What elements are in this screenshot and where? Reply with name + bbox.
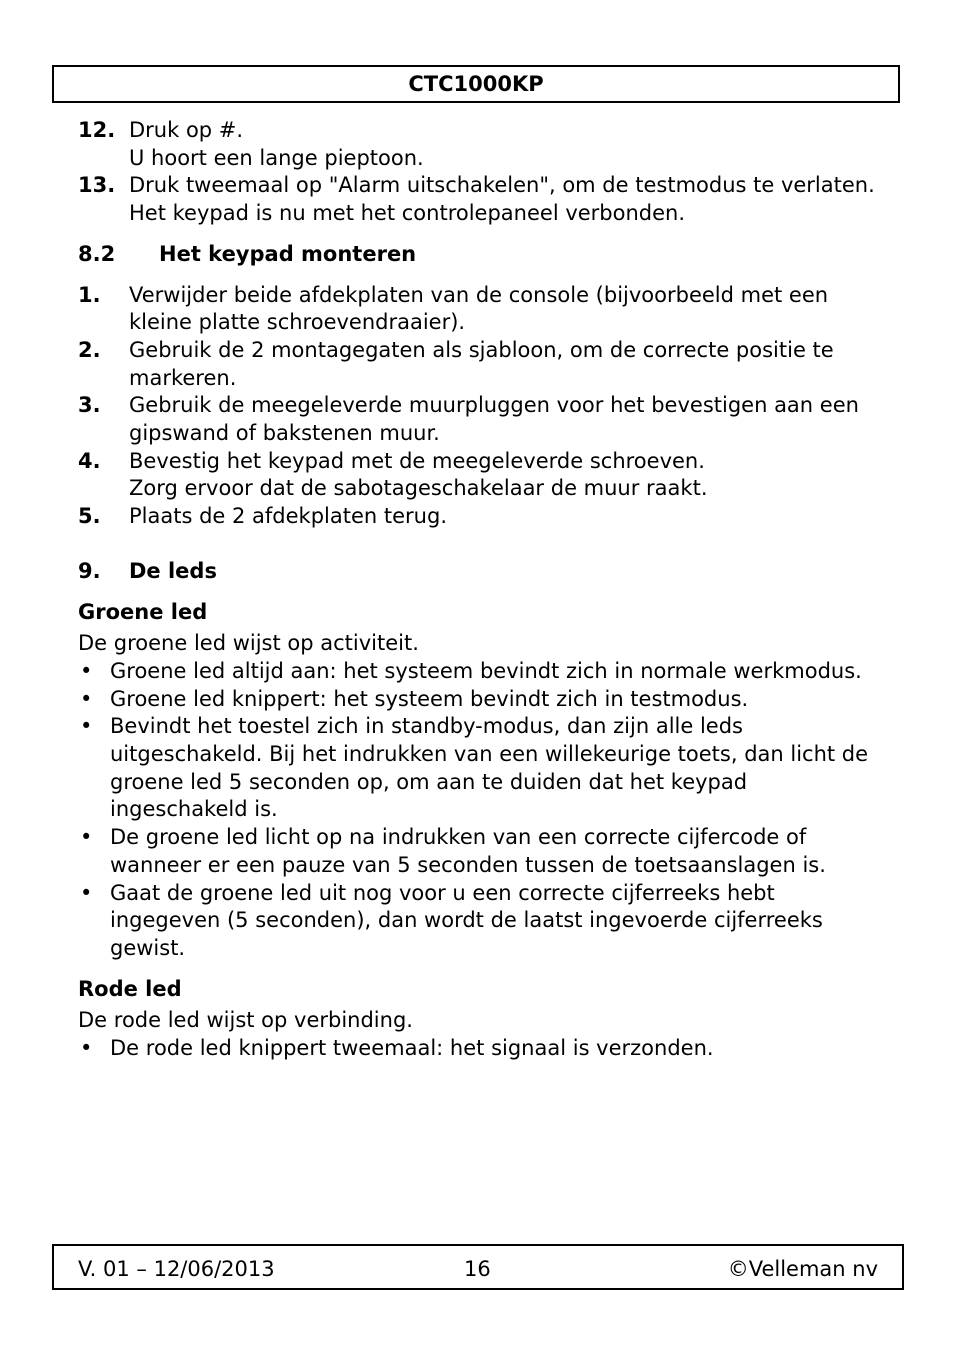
step-text: Het keypad is nu met het controlepaneel verbonden. <box>129 201 686 226</box>
section-heading-8-2 <box>78 241 878 269</box>
list-item <box>78 880 878 963</box>
step-4 <box>78 448 878 503</box>
green-led-intro: De groene led wijst op activiteit. <box>78 631 419 656</box>
bullet-icon: • <box>80 825 93 850</box>
step-number: 1. <box>78 282 101 307</box>
bullet-icon: • <box>80 880 93 905</box>
list-item <box>78 1035 878 1063</box>
step-text: Plaats de 2 afdekplaten terug. <box>129 504 447 529</box>
red-led-intro: De rode led wijst op verbinding. <box>78 1008 413 1033</box>
step-text: Druk tweemaal op "Alarm uitschakelen", om de testmodus te verlaten. <box>129 173 875 198</box>
bullet-icon: • <box>80 1036 93 1061</box>
footer-copyright: ©Velleman nv <box>727 1257 878 1281</box>
footer-page-number: 16 <box>464 1257 491 1281</box>
section-heading-9 <box>78 558 878 586</box>
step-2 <box>78 337 878 392</box>
footer-box <box>52 1244 904 1290</box>
step-number: 13. <box>78 173 116 198</box>
list-item <box>78 824 878 879</box>
step-text: Zorg ervoor dat de sabotageschakelaar de muur raakt. <box>129 476 708 501</box>
step-number: 5. <box>78 504 101 529</box>
step-text: Druk op #. <box>129 118 244 142</box>
subheading-green-led: Groene led <box>78 599 208 624</box>
step-number: 3. <box>78 393 101 418</box>
step-text: Bevestig het keypad met de meegeleverde schroeven. <box>129 448 705 473</box>
bullet-icon: • <box>80 658 93 683</box>
bullet-icon: • <box>80 714 93 739</box>
step-text: Gebruik de meegeleverde muurpluggen voor het bevestigen aan een gipswand of bakstenen muur. <box>129 393 859 446</box>
list-item <box>78 713 878 824</box>
list-item-text: Gaat de groene led uit nog voor u een correcte cijferreeks hebt ingegeven (5 seconden), dan wordt de laatst ingevoerde cijferreeks gewist. <box>110 880 823 960</box>
footer-version: V. 01 – 12/06/2013 <box>78 1257 275 1281</box>
step-13 <box>78 172 878 227</box>
step-text: U hoort een lange pieptoon. <box>129 145 424 170</box>
list-item <box>78 686 878 714</box>
list-item-text: Groene led knippert: het systeem bevindt zich in testmodus. <box>110 686 749 711</box>
step-3 <box>78 392 878 447</box>
page-content <box>78 117 878 1063</box>
list-item-text: Bevindt het toestel zich in standby-modus, dan zijn alle leds uitgeschakeld. Bij het indrukken van een willekeurige toets, dan licht de groene led 5 seconden op, om aan te duiden dat het keypad ingeschakeld is. <box>110 714 869 822</box>
step-number: 2. <box>78 337 101 362</box>
list-item-text: Groene led altijd aan: het systeem bevindt zich in normale werkmodus. <box>110 658 862 683</box>
step-5 <box>78 503 878 531</box>
section-number: 8.2 <box>78 241 116 266</box>
list-item-text: De groene led licht op na indrukken van een correcte cijfercode of wanneer er een pauze van 5 seconden tussen de toetsaanslagen is. <box>110 825 826 877</box>
subheading-red-led: Rode led <box>78 976 182 1001</box>
step-number: 12. <box>78 118 116 142</box>
header-title: CTC1000KP <box>408 72 544 96</box>
section-number: 9. <box>78 558 101 583</box>
header-box <box>52 65 900 103</box>
bullet-icon: • <box>80 686 93 711</box>
step-number: 4. <box>78 448 101 473</box>
section-title: De leds <box>129 558 217 583</box>
list-item <box>78 658 878 686</box>
step-12 <box>78 117 878 172</box>
section-title: Het keypad monteren <box>159 241 417 266</box>
step-1 <box>78 282 878 337</box>
step-text: Gebruik de 2 montagegaten als sjabloon, om de correcte positie te markeren. <box>129 337 834 390</box>
list-item-text: De rode led knippert tweemaal: het signaal is verzonden. <box>110 1036 714 1061</box>
step-text: Verwijder beide afdekplaten van de console (bijvoorbeeld met een kleine platte schroevendraaier). <box>129 282 829 335</box>
